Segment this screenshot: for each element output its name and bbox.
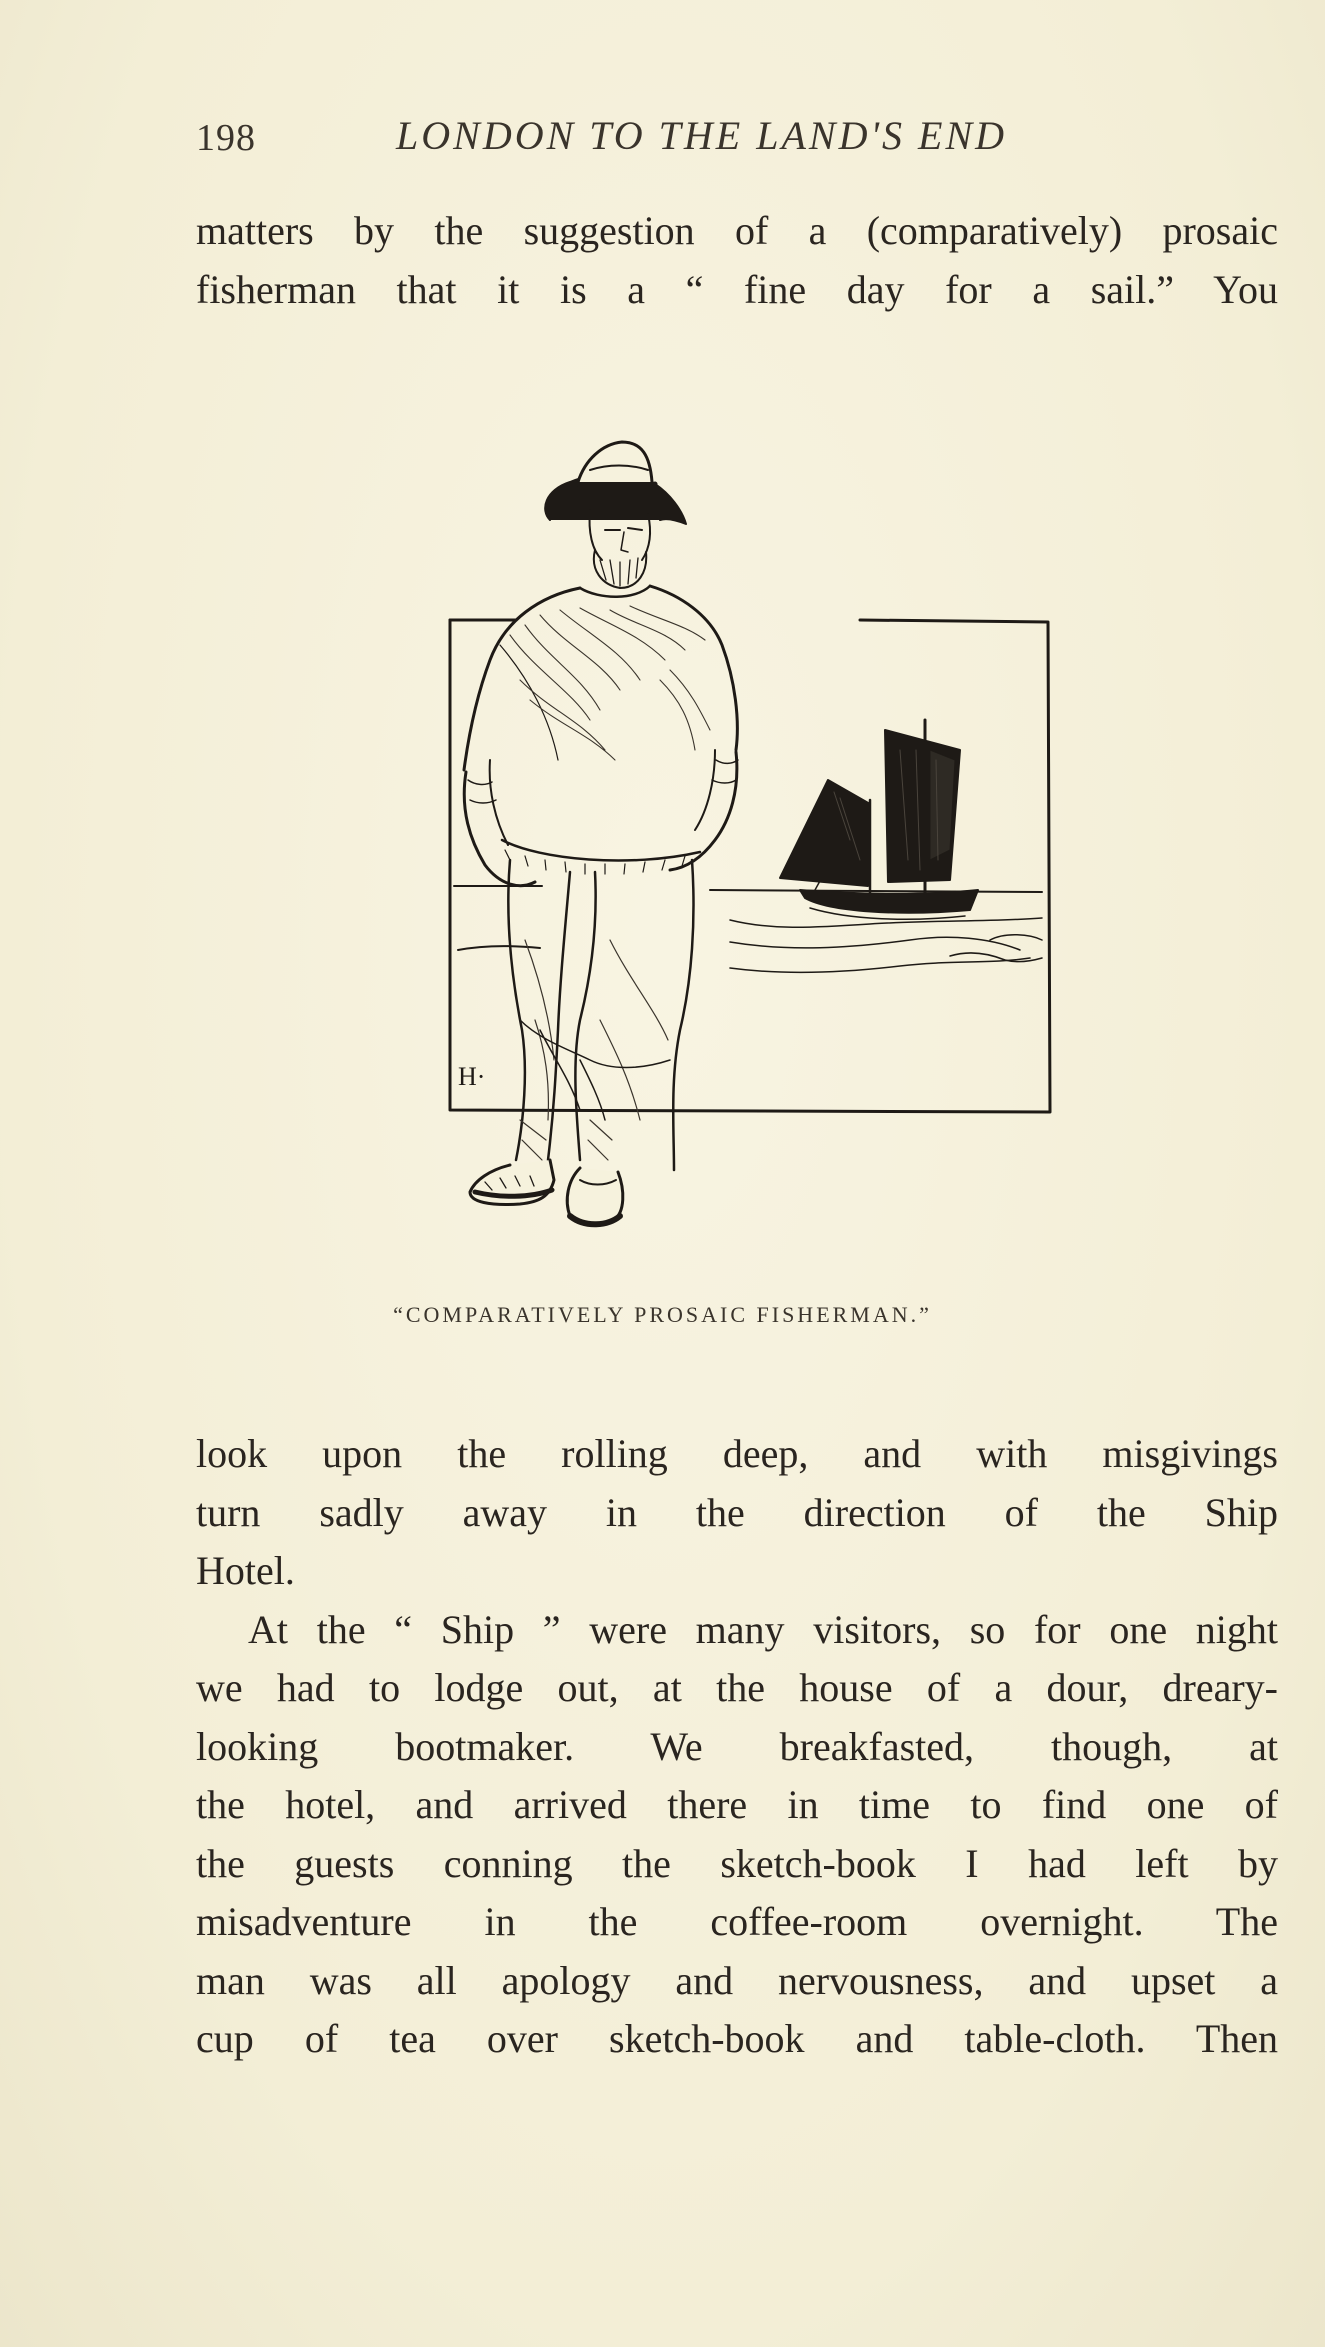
text-line: turn sadly away in the direction of the Ship <box>196 1489 1278 1535</box>
text-line: look upon the rolling deep, and with misgivings <box>196 1431 1278 1476</box>
text-line: looking bootmaker. We breakfasted, though, at <box>196 1723 1278 1769</box>
text-line: At the “ Ship ” were many visitors, so for one night <box>248 1606 1278 1652</box>
text-line: man was all apology and nervousness, and upset a <box>196 1957 1278 2003</box>
text-line: we had to lodge out, at the house of a dour, dreary- <box>196 1665 1278 1710</box>
text-line: cup of tea over sketch-book and table-cloth. Then <box>196 2016 1278 2061</box>
illustration-caption: “COMPARATIVELY PROSAIC FISHERMAN.” <box>393 1302 932 1327</box>
text-block-bottom <box>196 1425 1278 2069</box>
illustration-monogram: H· <box>458 1062 486 1091</box>
text-line: Hotel. <box>196 1548 295 1593</box>
running-head: LONDON TO THE LAND'S END <box>396 113 1008 158</box>
text-line: matters by the suggestion of a (comparatively) prosaic <box>196 208 1278 253</box>
text-line: fisherman that it is a “ fine day for a sail.” You <box>196 266 1278 312</box>
text-line: misadventure in the coffee-room overnight. The <box>196 1899 1278 1944</box>
page-number: 198 <box>196 117 256 159</box>
text-block-top <box>196 202 1278 319</box>
page-header <box>196 112 1096 162</box>
fisherman-illustration <box>430 420 1070 1250</box>
text-line: the guests conning the sketch-book I had left by <box>196 1840 1278 1886</box>
text-line: the hotel, and arrived there in time to find one of <box>196 1782 1278 1827</box>
